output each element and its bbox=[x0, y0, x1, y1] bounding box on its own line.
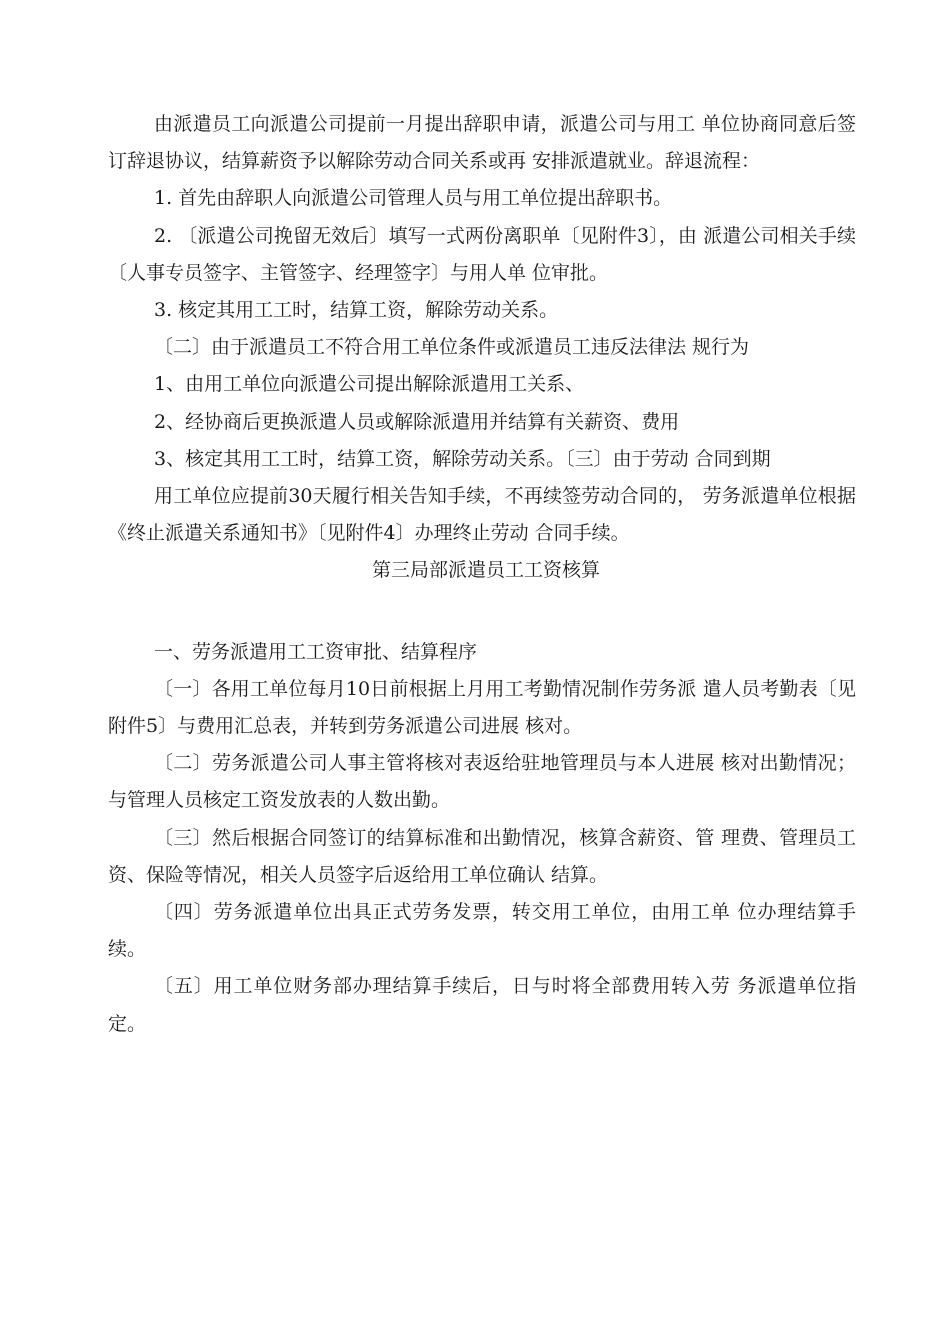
section-title: 第三局部派遣员工工资核算 bbox=[371, 559, 600, 582]
paragraph-item-2: 2、经协商后更换派遣人员或解除派遣用并结算有关薪资、费用 bbox=[154, 410, 680, 433]
paragraph-contract-expiry: 用工单位应提前30天履行相关告知手续，不再续签劳动合同的， 劳务派遣单位根据《终止派遣关系通知书》〔见附件4〕办理终止劳动 合同手续。 bbox=[108, 485, 856, 545]
paragraph-subsection-2: 〔二〕由于派遣员工不符合用工单位条件或派遣员工违反法律法 规行为 bbox=[154, 336, 750, 359]
paragraph-step-1: 1. 首先由辞职人向派遣公司管理人员与用工单位提出辞职书。 bbox=[154, 187, 673, 210]
paragraph-procedure-1: 〔一〕各用工单位每月10日前根据上月用工考勤情况制作劳务派 遣人员考勤表〔见附件5〕与费用汇总表，并转到劳务派遣公司进展 核对。 bbox=[108, 677, 856, 738]
paragraph-resignation-intro: 由派遣员工向派遣公司提前一月提出辞职申请，派遣公司与用工 单位协商同意后签订辞退协议，结算薪资予以解除劳动合同关系或再 安排派遣就业。辞退流程： bbox=[108, 113, 856, 173]
section-spacer bbox=[108, 590, 856, 634]
paragraph-procedure-4: 〔四〕劳务派遣单位出具正式劳务发票，转交用工单位，由用工单 位办理结算手续。 bbox=[108, 901, 856, 961]
paragraph-item-3: 3、核定其用工工时，结算工资，解除劳动关系。〔三〕由于劳动 合同到期 bbox=[154, 447, 771, 470]
paragraph-step-2: 2. 〔派遣公司挽留无效后〕填写一式两份离职单〔见附件3〕，由 派遣公司相关手续〔人事专员签字、主管签字、经理签字〕与用人单 位审批。 bbox=[108, 224, 856, 284]
paragraph-procedure-3: 〔三〕然后根据合同签订的结算标准和出勤情况，核算含薪资、管 理费、管理员工资、保险等情况，相关人员签字后返给用工单位确认 结算。 bbox=[108, 826, 856, 886]
paragraph-procedure-2: 〔二〕劳务派遣公司人事主管将核对表返给驻地管理员与本人进展 核对出勤情况；与管理人员核定工资发放表的人数出勤。 bbox=[108, 752, 856, 812]
paragraph-procedure-5: 〔五〕用工单位财务部办理结算手续后，日与时将全部费用转入劳 务派遣单位指定。 bbox=[108, 975, 856, 1035]
paragraph-item-1: 1、由用工单位向派遣公司提出解除派遣用工关系、 bbox=[154, 373, 585, 396]
paragraph-step-3: 3. 核定其用工工时，结算工资，解除劳动关系。 bbox=[154, 299, 559, 322]
paragraph-procedure-heading: 一、劳务派遣用工工资审批、结算程序 bbox=[154, 640, 478, 663]
